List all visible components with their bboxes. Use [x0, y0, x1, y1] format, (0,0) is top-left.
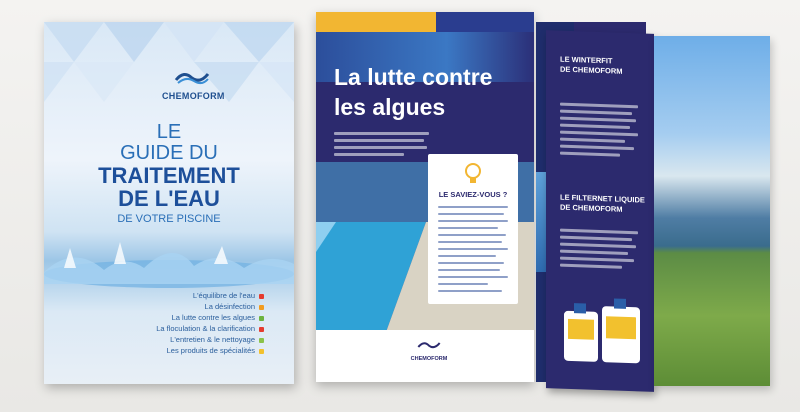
page-footer: [316, 330, 534, 382]
lightbulb-icon: [464, 162, 482, 186]
color-dot-icon: [259, 327, 264, 332]
footer-logo: [404, 338, 454, 362]
cover-title-line3: TRAITEMENT: [98, 163, 240, 188]
page-heading-line2: les algues: [334, 94, 446, 120]
cover-title-line4: DE L'EAU: [118, 186, 220, 211]
box-text: [438, 206, 508, 297]
chemoform-logo: [162, 68, 225, 101]
page-heading-line1: La lutte contre: [334, 64, 493, 90]
list-item: L'équilibre de l'eau: [156, 290, 264, 301]
color-dot-icon: [259, 338, 264, 343]
footer-brand: CHEMOFORM: [410, 356, 448, 362]
cover-title-line2: GUIDE DU: [120, 142, 218, 164]
cover-title-line1: LE: [156, 121, 182, 143]
list-item: La lutte contre les algues: [156, 312, 264, 323]
flap-heading-2b: DE CHEMOFORM: [560, 202, 623, 214]
pool-garden-photo: [654, 36, 770, 386]
did-you-know-box: [428, 154, 518, 304]
list-item: Les produits de spécialités: [156, 345, 264, 356]
left-page: [316, 12, 534, 382]
brand-name: CHEMOFORM: [162, 91, 225, 101]
list-item: L'entretien & le nettoyage: [156, 334, 264, 345]
color-dot-icon: [259, 305, 264, 310]
list-item: La désinfection: [156, 301, 264, 312]
flap-text-1: [560, 103, 638, 162]
cover-contents-list: [156, 290, 264, 356]
fold-out-flap: [546, 30, 654, 392]
color-dot-icon: [259, 294, 264, 299]
list-item: La floculation & la clarification: [156, 323, 264, 334]
flap-heading-1b: DE CHEMOFORM: [560, 64, 623, 76]
wave-logo-icon: [172, 68, 212, 86]
body-text-block: [334, 132, 429, 160]
wave-logo-icon: [414, 339, 444, 351]
color-dot-icon: [259, 349, 264, 354]
flap-text-2: [560, 229, 638, 274]
flap-heading-1: LE WINTERFIT: [560, 54, 613, 66]
brochure-cover: [44, 22, 294, 384]
product-bottles-image: [564, 293, 642, 366]
flap-heading-2: LE FILTERNET LIQUIDE: [560, 192, 645, 205]
cover-subtitle: DE VOTRE PISCINE: [117, 213, 221, 225]
color-dot-icon: [259, 316, 264, 321]
box-title: LE SAVIEZ-VOUS ?: [438, 190, 508, 199]
open-brochure: [316, 12, 770, 390]
